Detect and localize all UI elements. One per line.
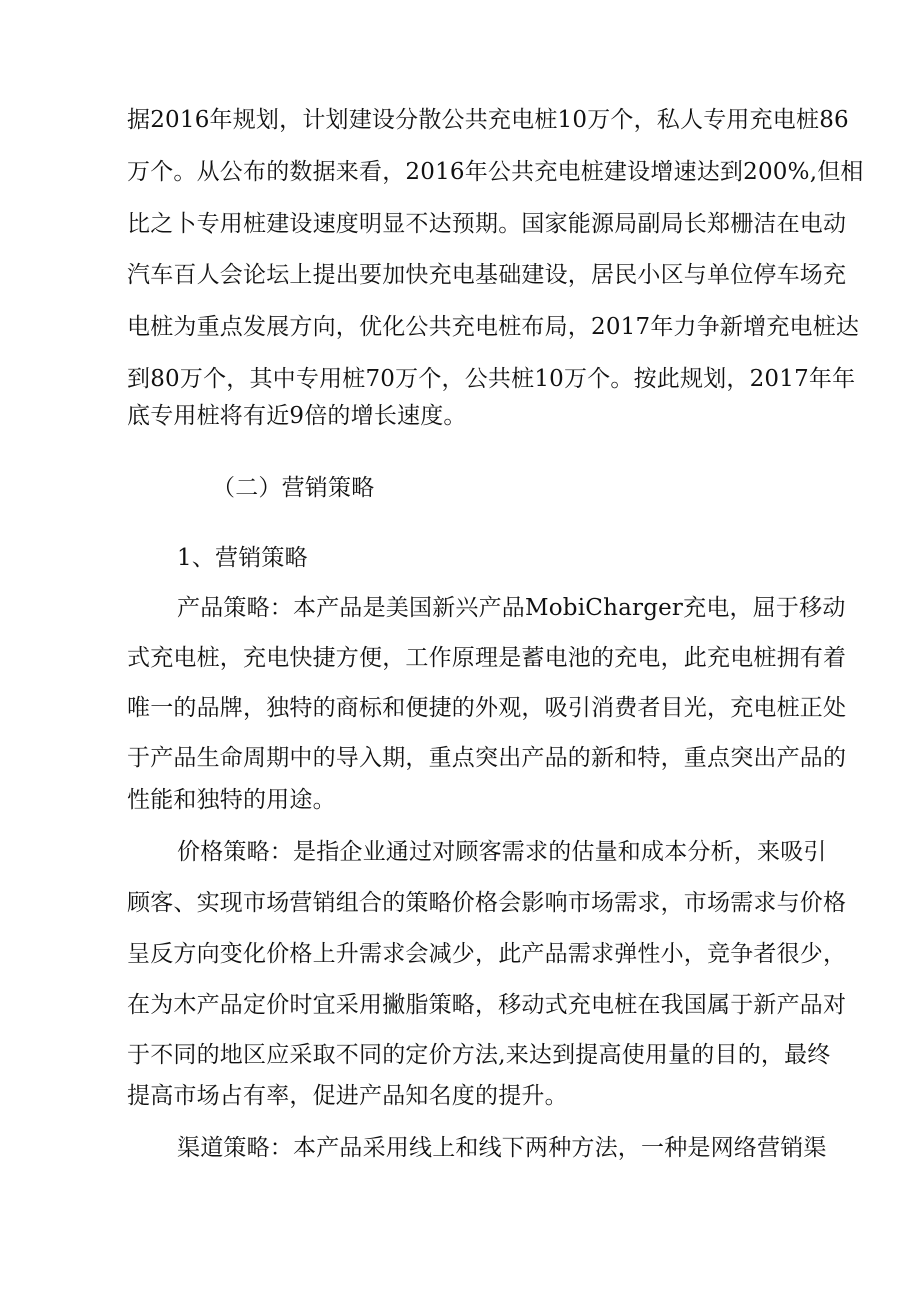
intro-line-1: 据2016年规划，计划建设分散公共充电桩10万个，私人专用充电桩86 xyxy=(127,107,849,133)
product-line-4: 于产品生命周期中的导入期，重点突出产品的新和特，重点突出产品的 xyxy=(127,745,847,771)
product-line-1: 产品策略：本产品是美国新兴产品MobiCharger充电，屈于移动 xyxy=(177,595,846,621)
price-line-1: 价格策略：是指企业通过对顾客需求的估量和成本分析，来吸引 xyxy=(177,839,827,865)
price-line-6: 提高市场占有率，促进产品知名度的提升。 xyxy=(127,1083,568,1109)
channel-line-1: 渠道策略：本产品采用线上和线下两种方法，一种是网络营销渠 xyxy=(177,1135,827,1161)
price-line-2: 顾客、实现市场营销组合的策略价格会影响市场需求，市场需求与价格 xyxy=(127,890,847,916)
product-line-3: 唯一的品牌，独特的商标和便捷的外观，吸引消费者目光，充电桩正处 xyxy=(127,695,847,721)
intro-line-4: 汽车百人会论坛上提出要加快充电基础建设，居民小区与单位停车场充 xyxy=(127,262,847,288)
product-line-2: 式充电桩，充电快捷方便，工作原理是蓄电池的充电，此充电桩拥有着 xyxy=(127,645,847,671)
price-line-3: 呈反方向变化价格上升需求会减少，此产品需求弹性小，竞争者很少， xyxy=(127,941,847,967)
price-line-4: 在为木产品定价时宜采用撇脂策略，移动式充电桩在我国属于新产品对 xyxy=(127,992,847,1018)
section-heading: （二）营销策略 xyxy=(212,475,375,501)
subsection-heading: 1、营销策略 xyxy=(177,545,308,571)
price-line-5: 于不同的地区应采取不同的定价方法,来达到提高使用量的目的，最终 xyxy=(127,1042,831,1068)
intro-line-3: 比之卜专用桩建设速度明显不达预期。国家能源局副局长郑栅洁在电动 xyxy=(127,211,847,237)
product-line-5: 性能和独特的用途。 xyxy=(127,787,336,813)
intro-line-2: 万个。从公布的数据来看，2016年公共充电桩建设增速达到200%,但相 xyxy=(127,159,864,185)
intro-line-7: 底专用桩将有近9倍的增长速度。 xyxy=(127,403,467,429)
intro-line-5: 电桩为重点发展方向，优化公共充电桩布局，2017年力争新增充电桩达 xyxy=(127,314,860,340)
intro-line-6: 到80万个，其中专用桩70万个，公共桩10万个。按此规划，2017年年 xyxy=(127,366,856,392)
